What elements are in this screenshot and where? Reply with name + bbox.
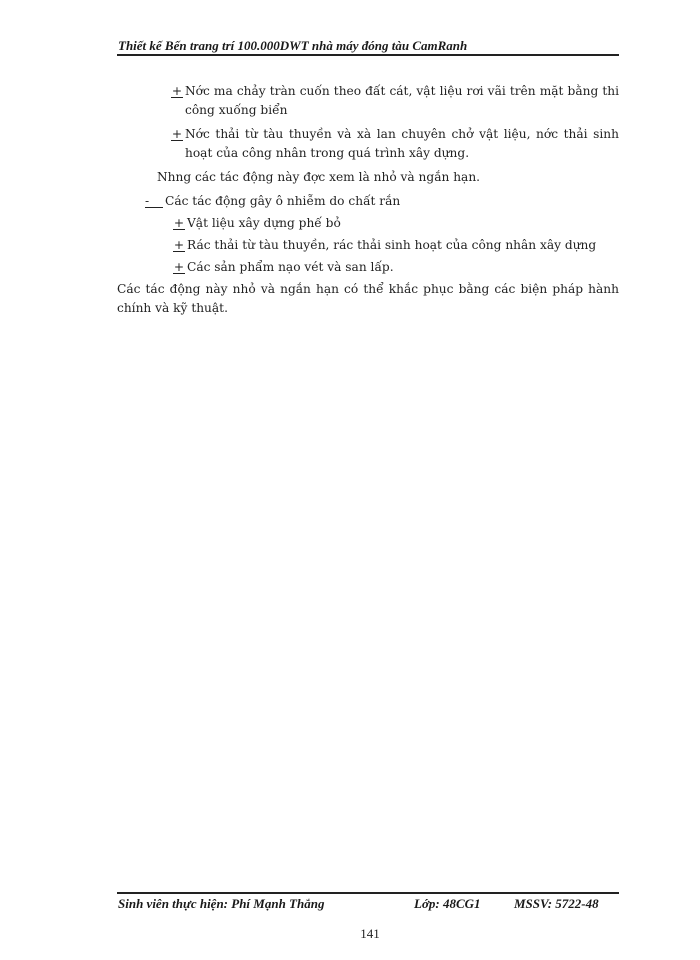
water-item-text: Nớc ma chảy tràn cuốn theo đất cát, vật liệu rơi vãi trên mặt bằng thi công xuống biển <box>185 84 619 117</box>
solid-item-text: Vật liệu xây dựng phế bỏ <box>187 216 341 230</box>
plus-marker: + <box>173 260 185 274</box>
water-item-text: Nớc thải từ tàu thuyền và xà lan chuyên chở vật liệu, nớc thải sinh hoạt của công nhân trong quá trình xây dựng. <box>185 127 619 160</box>
plus-marker: + <box>173 216 185 230</box>
plus-marker: + <box>171 84 183 98</box>
solid-item-3 <box>117 258 619 277</box>
solid-item-2 <box>117 236 619 255</box>
closing-paragraph: Các tác động này nhỏ và ngắn hạn có thể khắc phục bằng các biện pháp hành chính và kỹ thuật. <box>117 282 619 315</box>
footer-divider <box>117 892 619 894</box>
water-item-2 <box>117 125 619 163</box>
page-footer <box>118 896 618 914</box>
footer-class: Lớp: 48CG1 <box>414 896 481 911</box>
header-divider <box>117 54 619 56</box>
water-item-1 <box>117 82 619 120</box>
solid-heading <box>117 192 619 211</box>
solid-item-text: Các sản phẩm nạo vét và san lấp. <box>187 260 394 274</box>
plus-marker: + <box>171 127 183 141</box>
plus-marker: + <box>173 238 185 252</box>
page-number: 141 <box>360 926 380 941</box>
page-header-title: Thiết kế Bến trang trí 100.000DWT nhà máy đóng tàu CamRanh <box>118 38 468 53</box>
solid-heading-text: Các tác động gây ô nhiễm do chất rắn <box>165 194 401 208</box>
document-body <box>117 82 619 318</box>
water-note: Nhng các tác động này đợc xem là nhỏ và ngắn hạn. <box>157 170 481 184</box>
solid-item-text: Rác thải từ tàu thuyền, rác thải sinh hoạt của công nhân xây dựng <box>187 238 597 252</box>
footer-student: Sinh viên thực hiện: Phí Mạnh Thắng <box>118 896 325 911</box>
footer-mssv: MSSV: 5722-48 <box>514 896 599 911</box>
solid-item-1 <box>117 214 619 233</box>
dash-marker: - <box>145 195 163 208</box>
